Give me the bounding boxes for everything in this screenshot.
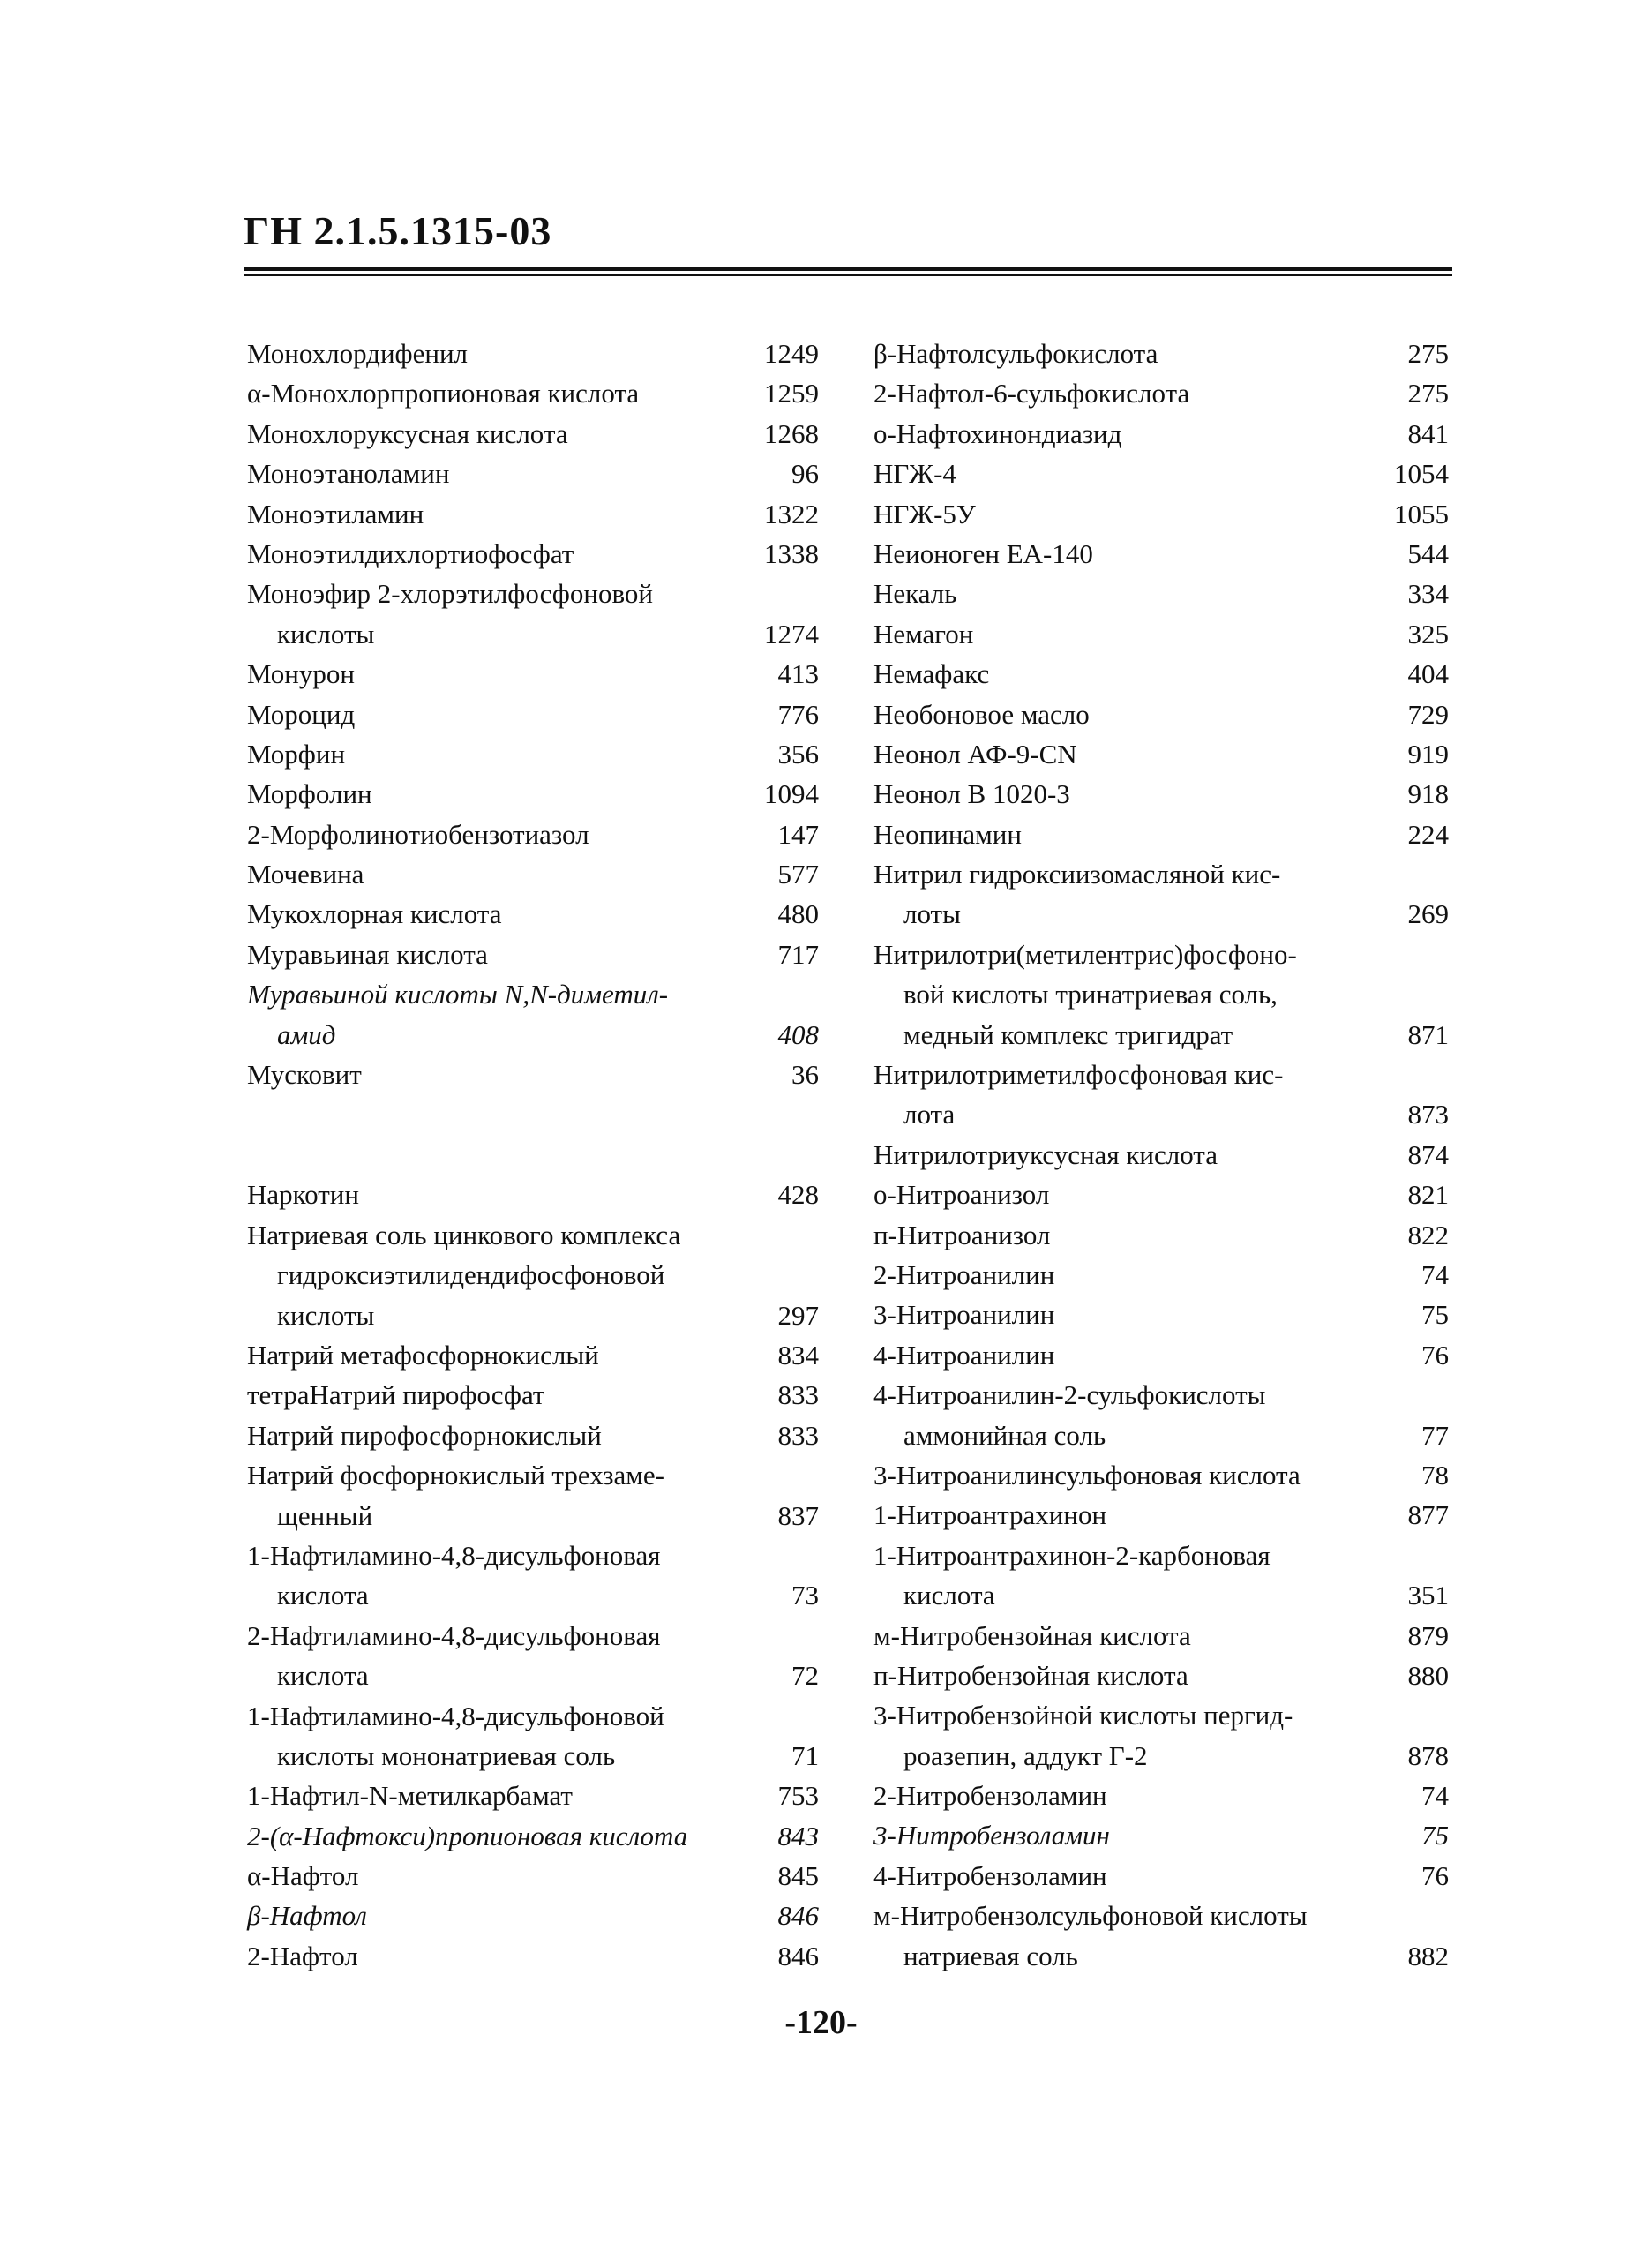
index-entry-line [873, 695, 1449, 734]
entry-page-number: 776 [777, 698, 819, 730]
entry-page-number: 877 [1407, 1499, 1449, 1531]
entry-term: лота [903, 1099, 956, 1130]
entry-term: 2-Нитроанилин [873, 1258, 1055, 1290]
entry-page-number: 846 [777, 1940, 819, 1971]
entry-page-number: 224 [1407, 818, 1449, 850]
index-entry-line [247, 334, 819, 373]
entry-page-number: 356 [777, 738, 819, 770]
entry-term: 3-Нитробензойной кислоты пергид- [873, 1700, 1293, 1731]
index-entry-line [247, 1896, 819, 1935]
index-entry-line [873, 1776, 1449, 1815]
entry-page-number: 275 [1407, 378, 1449, 409]
entry-page-number: 75 [1421, 1820, 1449, 1851]
entry-term: натриевая соль [903, 1940, 1078, 1971]
index-entry [247, 414, 819, 454]
entry-page-number: 73 [791, 1580, 819, 1611]
index-entry-line [873, 454, 1449, 493]
entry-term: 1-Нитроантрахинон-2-карбоновая [873, 1539, 1271, 1571]
index-entry-line [247, 1736, 819, 1776]
entry-term: м-Нитробензойная кислота [873, 1619, 1191, 1651]
index-entry-line [247, 534, 819, 574]
index-entry-line [247, 1696, 819, 1736]
entry-page-number: 577 [777, 859, 819, 890]
index-entry [247, 654, 819, 694]
index-entry-line [247, 1295, 819, 1335]
index-entry-line [873, 1335, 1449, 1375]
index-entry [873, 935, 1449, 1055]
index-entry-line [873, 1135, 1449, 1175]
index-entry-line [247, 414, 819, 454]
entry-page-number: 480 [777, 898, 819, 930]
index-entry [247, 1616, 819, 1696]
entry-term: 1-Нафтил-N-метилкарбамат [247, 1780, 573, 1812]
index-entry [873, 1135, 1449, 1175]
index-entry-line [247, 373, 819, 413]
entry-page-number: 269 [1407, 898, 1449, 930]
entry-term: кислоты [277, 618, 375, 650]
entry-term: 2-Нафтиламино-4,8-дисульфоновая [247, 1619, 661, 1651]
index-entry-line [247, 1255, 819, 1295]
entry-term: Натрий метафосфорнокислый [247, 1339, 599, 1371]
index-entry-line [247, 494, 819, 534]
index-entry-line [873, 1455, 1449, 1495]
entry-page-number: 845 [777, 1860, 819, 1892]
index-entry-line [873, 1094, 1449, 1134]
index-entry-line [873, 815, 1449, 854]
index-entry-line [873, 1815, 1449, 1855]
index-entry [873, 695, 1449, 734]
entry-term: амид [277, 1018, 336, 1050]
index-entry [873, 774, 1449, 814]
entry-term: α-Нафтол [247, 1860, 359, 1892]
entry-term: Неонол В 1020-3 [873, 778, 1070, 810]
header-rule-thin [244, 274, 1452, 276]
index-entry [247, 574, 819, 654]
index-entry [873, 334, 1449, 373]
entry-page-number: 325 [1407, 618, 1449, 650]
index-entry-line [247, 1616, 819, 1656]
entry-term: Монохлоруксусная кислота [247, 417, 568, 449]
index-entry-line [247, 974, 819, 1014]
index-column-left [247, 334, 819, 1976]
index-entry [247, 1816, 819, 1856]
entry-term: Неонол АФ-9-CN [873, 738, 1077, 770]
entry-page-number: 833 [777, 1419, 819, 1451]
entry-page-number: 821 [1407, 1179, 1449, 1211]
index-entry-line [247, 894, 819, 934]
index-entry [873, 414, 1449, 454]
index-entry [247, 1536, 819, 1616]
index-entry-line [873, 734, 1449, 774]
entry-page-number: 843 [777, 1820, 819, 1851]
index-entry [247, 1335, 819, 1375]
entry-term: гидроксиэтилидендифосфоновой [277, 1259, 665, 1291]
entry-page-number: 837 [777, 1499, 819, 1531]
entry-term: кислоты мононатриевая соль [277, 1739, 616, 1771]
entry-page-number: 1259 [764, 378, 819, 409]
index-entry [873, 1856, 1449, 1896]
entry-term: Наркотин [247, 1179, 359, 1211]
entry-term: Мороцид [247, 698, 356, 730]
entry-term: Необоновое масло [873, 698, 1090, 730]
index-entry-line [873, 1616, 1449, 1656]
index-entry-line [247, 1536, 819, 1575]
entry-term: Некаль [873, 578, 957, 610]
entry-term: кислота [277, 1660, 369, 1692]
entry-term: β-Нафтол [247, 1900, 367, 1932]
entry-term: Моноэтиламин [247, 498, 424, 529]
index-entry-line [873, 1656, 1449, 1695]
index-entry [873, 1495, 1449, 1535]
entry-term: п-Нитроанизол [873, 1219, 1051, 1250]
index-entry-line [873, 614, 1449, 654]
entry-page-number: 1338 [764, 537, 819, 569]
entry-term: роазепин, аддукт Г-2 [903, 1739, 1148, 1771]
entry-term: Натрий пирофосфорнокислый [247, 1419, 602, 1451]
index-column-right [873, 334, 1449, 1976]
entry-page-number: 717 [777, 938, 819, 970]
entry-page-number: 74 [1421, 1780, 1449, 1812]
entry-term: аммонийная соль [903, 1419, 1106, 1451]
entry-page-number: 428 [777, 1179, 819, 1211]
index-entry-line [873, 1055, 1449, 1094]
entry-page-number: 413 [777, 658, 819, 690]
entry-term: Натрий фосфорнокислый трехзаме- [247, 1460, 664, 1491]
entry-term: Немагон [873, 618, 974, 650]
entry-page-number: 36 [791, 1059, 819, 1091]
entry-page-number: 78 [1421, 1459, 1449, 1491]
index-entry-line [873, 1536, 1449, 1575]
index-entry [247, 894, 819, 934]
entry-term: 2-(α-Нафтокси)пропионовая кислота [247, 1820, 688, 1851]
entry-term: Мусковит [247, 1059, 362, 1091]
index-entry-line [247, 574, 819, 613]
entry-term: Моноэтаноламин [247, 458, 450, 490]
index-entry [873, 854, 1449, 935]
entry-term: п-Нитробензойная кислота [873, 1659, 1188, 1691]
index-entry-line [873, 1896, 1449, 1935]
index-entry [247, 774, 819, 814]
entry-term: 4-Нитробензоламин [873, 1859, 1107, 1891]
index-entry-line [873, 1695, 1449, 1735]
index-entry-line [873, 1015, 1449, 1055]
index-entry-line [873, 774, 1449, 814]
index-entry-line [873, 1255, 1449, 1295]
entry-term: β-Нафтолсульфокислота [873, 338, 1158, 369]
entry-term: 1-Нафтиламино-4,8-дисульфоновая [247, 1539, 661, 1571]
entry-term: о-Нафтохинондиазид [873, 417, 1122, 449]
index-entry [873, 1215, 1449, 1255]
index-entry [873, 534, 1449, 574]
index-entry [873, 734, 1449, 774]
index-entry [873, 373, 1449, 413]
index-entry [873, 494, 1449, 534]
entry-term: лоты [903, 898, 961, 930]
entry-term: Нитрилотри(метилентрис)фосфоно- [873, 938, 1297, 970]
entry-page-number: 753 [777, 1780, 819, 1812]
entry-page-number: 879 [1407, 1619, 1449, 1651]
index-entry-line [873, 974, 1449, 1014]
index-entry [247, 1856, 819, 1896]
index-entry-line [247, 1015, 819, 1055]
entry-page-number: 918 [1407, 778, 1449, 810]
entry-page-number: 841 [1407, 417, 1449, 449]
index-entry [873, 815, 1449, 854]
index-entry-line [247, 1816, 819, 1856]
index-entry-line [873, 1856, 1449, 1896]
entry-term: Монохлордифенил [247, 338, 469, 369]
entry-page-number: 77 [1421, 1419, 1449, 1451]
entry-term: 4-Нитроанилин-2-сульфокислоты [873, 1379, 1266, 1411]
entry-page-number: 404 [1407, 658, 1449, 690]
index-entry-line [873, 854, 1449, 894]
entry-term: 3-Нитроанилин [873, 1299, 1055, 1331]
index-entry-line [873, 574, 1449, 613]
index-entry-line [247, 1575, 819, 1615]
entry-page-number: 96 [791, 458, 819, 490]
index-entry [247, 494, 819, 534]
entry-page-number: 147 [777, 818, 819, 850]
entry-term: Нитрилотриуксусная кислота [873, 1138, 1218, 1170]
index-entry [247, 1896, 819, 1935]
entry-page-number: 75 [1421, 1299, 1449, 1331]
index-entry-line [873, 1215, 1449, 1255]
index-entry-line [247, 454, 819, 493]
index-entry [247, 534, 819, 574]
entry-page-number: 729 [1407, 698, 1449, 730]
index-entry [873, 1776, 1449, 1815]
index-entry [247, 695, 819, 734]
index-entry-line [873, 1416, 1449, 1455]
index-entry [247, 1776, 819, 1815]
entry-term: Монурон [247, 658, 355, 690]
entry-term: 1-Нафтиламино-4,8-дисульфоновой [247, 1700, 664, 1731]
entry-page-number: 1094 [764, 778, 819, 810]
index-entry [873, 654, 1449, 694]
index-entry [873, 1536, 1449, 1616]
entry-term: Нитрил гидроксиизомасляной кис- [873, 859, 1281, 890]
index-entry [247, 1455, 819, 1536]
header-rule-thick [244, 267, 1452, 271]
entry-term: о-Нитроанизол [873, 1179, 1050, 1211]
entry-term: медный комплекс тригидрат [903, 1018, 1233, 1050]
index-entry-line [873, 494, 1449, 534]
index-entry-line [247, 1455, 819, 1495]
index-entry [873, 1656, 1449, 1695]
index-entry-line [873, 1495, 1449, 1535]
entry-term: α-Монохлорпропионовая кислота [247, 378, 640, 409]
index-entry [873, 1616, 1449, 1656]
entry-page-number: 408 [777, 1018, 819, 1050]
index-entry [873, 1375, 1449, 1455]
entry-term: тетраНатрий пирофосфат [247, 1379, 545, 1411]
index-entry [247, 815, 819, 854]
entry-page-number: 878 [1407, 1739, 1449, 1771]
entry-page-number: 544 [1407, 537, 1449, 569]
entry-page-number: 76 [1421, 1859, 1449, 1891]
entry-term: 4-Нитроанилин [873, 1339, 1055, 1371]
index-entry [873, 1896, 1449, 1976]
entry-page-number: 834 [777, 1339, 819, 1371]
index-entry-line [247, 815, 819, 854]
index-entry-line [873, 534, 1449, 574]
entry-page-number: 71 [791, 1739, 819, 1771]
index-entry [873, 1055, 1449, 1135]
entry-page-number: 919 [1407, 738, 1449, 770]
entry-page-number: 1249 [764, 338, 819, 369]
entry-term: м-Нитробензолсульфоновой кислоты [873, 1900, 1308, 1932]
index-entry-line [247, 854, 819, 894]
index-entry-line [873, 1736, 1449, 1776]
index-entry [247, 935, 819, 974]
entry-page-number: 297 [777, 1299, 819, 1331]
entry-page-number: 72 [791, 1660, 819, 1692]
index-entry-line [247, 1416, 819, 1455]
index-entry-line [247, 1496, 819, 1536]
entry-term: Муравьиной кислоты N,N-диметил- [247, 979, 669, 1010]
index-entry [873, 1815, 1449, 1855]
entry-term: Неионоген ЕА-140 [873, 537, 1093, 569]
entry-term: Натриевая соль цинкового комплекса [247, 1219, 681, 1250]
entry-page-number: 873 [1407, 1099, 1449, 1130]
document-code-header: ГН 2.1.5.1315-03 [244, 208, 552, 253]
index-entry-line [247, 1936, 819, 1976]
section-gap [247, 1094, 819, 1175]
entry-page-number: 1054 [1394, 458, 1449, 490]
entry-term: вой кислоты тринатриевая соль, [903, 979, 1278, 1010]
index-entry-line [247, 734, 819, 774]
entry-term: 3-Нитробензоламин [873, 1820, 1110, 1851]
entry-page-number: 874 [1407, 1138, 1449, 1170]
entry-page-number: 1268 [764, 417, 819, 449]
entry-page-number: 880 [1407, 1659, 1449, 1691]
entry-term: Морфолин [247, 778, 372, 810]
index-entry-line [247, 1856, 819, 1896]
entry-term: 2-Нитробензоламин [873, 1780, 1107, 1812]
entry-page-number: 1274 [764, 618, 819, 650]
index-entry-line [247, 1215, 819, 1255]
entry-term: Мукохлорная кислота [247, 898, 502, 930]
entry-page-number: 351 [1407, 1580, 1449, 1611]
entry-term: 2-Морфолинотиобензотиазол [247, 818, 589, 850]
index-entry [873, 1455, 1449, 1495]
entry-page-number: 275 [1407, 338, 1449, 369]
index-entry [873, 1295, 1449, 1334]
index-entry [247, 854, 819, 894]
entry-term: 2-Нафтол [247, 1940, 358, 1971]
entry-page-number: 833 [777, 1379, 819, 1411]
index-entry-line [873, 1936, 1449, 1976]
index-entry [247, 334, 819, 373]
index-entry [873, 1175, 1449, 1214]
index-entry-line [873, 1575, 1449, 1615]
entry-term: Моноэтилдихлортиофосфат [247, 537, 574, 569]
index-entry-line [247, 695, 819, 734]
entry-term: Нитрилотриметилфосфоновая кис- [873, 1059, 1284, 1091]
entry-term: НГЖ-4 [873, 458, 956, 490]
index-entry-line [873, 935, 1449, 974]
index-entry [873, 1255, 1449, 1295]
index-entry-line [873, 414, 1449, 454]
index-entry-line [873, 1175, 1449, 1214]
entry-page-number: 1322 [764, 498, 819, 529]
page-number: -120- [784, 2004, 858, 2041]
index-entry-line [247, 935, 819, 974]
index-entry [247, 1375, 819, 1415]
entry-term: Моноэфир 2-хлорэтилфосфоновой [247, 578, 653, 610]
index-entry [247, 454, 819, 493]
index-entry-line [873, 1375, 1449, 1415]
index-entry-line [247, 614, 819, 654]
entry-page-number: 74 [1421, 1258, 1449, 1290]
index-entry-line [247, 1055, 819, 1094]
index-entry-line [873, 894, 1449, 934]
index-entry [873, 614, 1449, 654]
entry-page-number: 334 [1407, 578, 1449, 610]
entry-term: кислота [277, 1580, 369, 1611]
entry-page-number: 76 [1421, 1339, 1449, 1371]
index-entry-line [247, 774, 819, 814]
entry-term: кислота [903, 1580, 995, 1611]
entry-page-number: 871 [1407, 1018, 1449, 1050]
entry-page-number: 822 [1407, 1219, 1449, 1250]
index-entry [873, 1695, 1449, 1776]
index-entry [247, 734, 819, 774]
index-entry [873, 454, 1449, 493]
index-entry [247, 1215, 819, 1335]
index-entry-line [247, 654, 819, 694]
index-entry-line [247, 1175, 819, 1214]
index-entry [247, 1055, 819, 1094]
entry-page-number: 882 [1407, 1940, 1449, 1971]
index-entry [247, 373, 819, 413]
index-entry [247, 1175, 819, 1214]
index-entry-line [247, 1776, 819, 1815]
index-entry-line [873, 373, 1449, 413]
entry-term: кислоты [277, 1299, 375, 1331]
index-entry [247, 974, 819, 1055]
entry-term: 2-Нафтол-6-сульфокислота [873, 378, 1190, 409]
entry-term: Мочевина [247, 859, 364, 890]
index-entry-line [873, 334, 1449, 373]
index-entry-line [247, 1375, 819, 1415]
index-entry-line [873, 654, 1449, 694]
index-entry [873, 1335, 1449, 1375]
entry-term: Немафакс [873, 658, 990, 690]
entry-page-number: 846 [777, 1900, 819, 1932]
index-entry [247, 1696, 819, 1776]
index-entry-line [247, 1656, 819, 1695]
entry-page-number: 1055 [1394, 498, 1449, 529]
entry-term: Морфин [247, 738, 346, 770]
index-entry-line [873, 1295, 1449, 1334]
entry-term: НГЖ-5У [873, 498, 976, 529]
entry-term: 3-Нитроанилинсульфоновая кислота [873, 1459, 1301, 1491]
index-entry [873, 574, 1449, 613]
index-entry [247, 1936, 819, 1976]
entry-term: Муравьиная кислота [247, 938, 488, 970]
entry-term: щенный [277, 1499, 373, 1531]
entry-term: Неопинамин [873, 818, 1022, 850]
index-entry-line [247, 1335, 819, 1375]
entry-term: 1-Нитроантрахинон [873, 1499, 1107, 1531]
index-entry [247, 1416, 819, 1455]
